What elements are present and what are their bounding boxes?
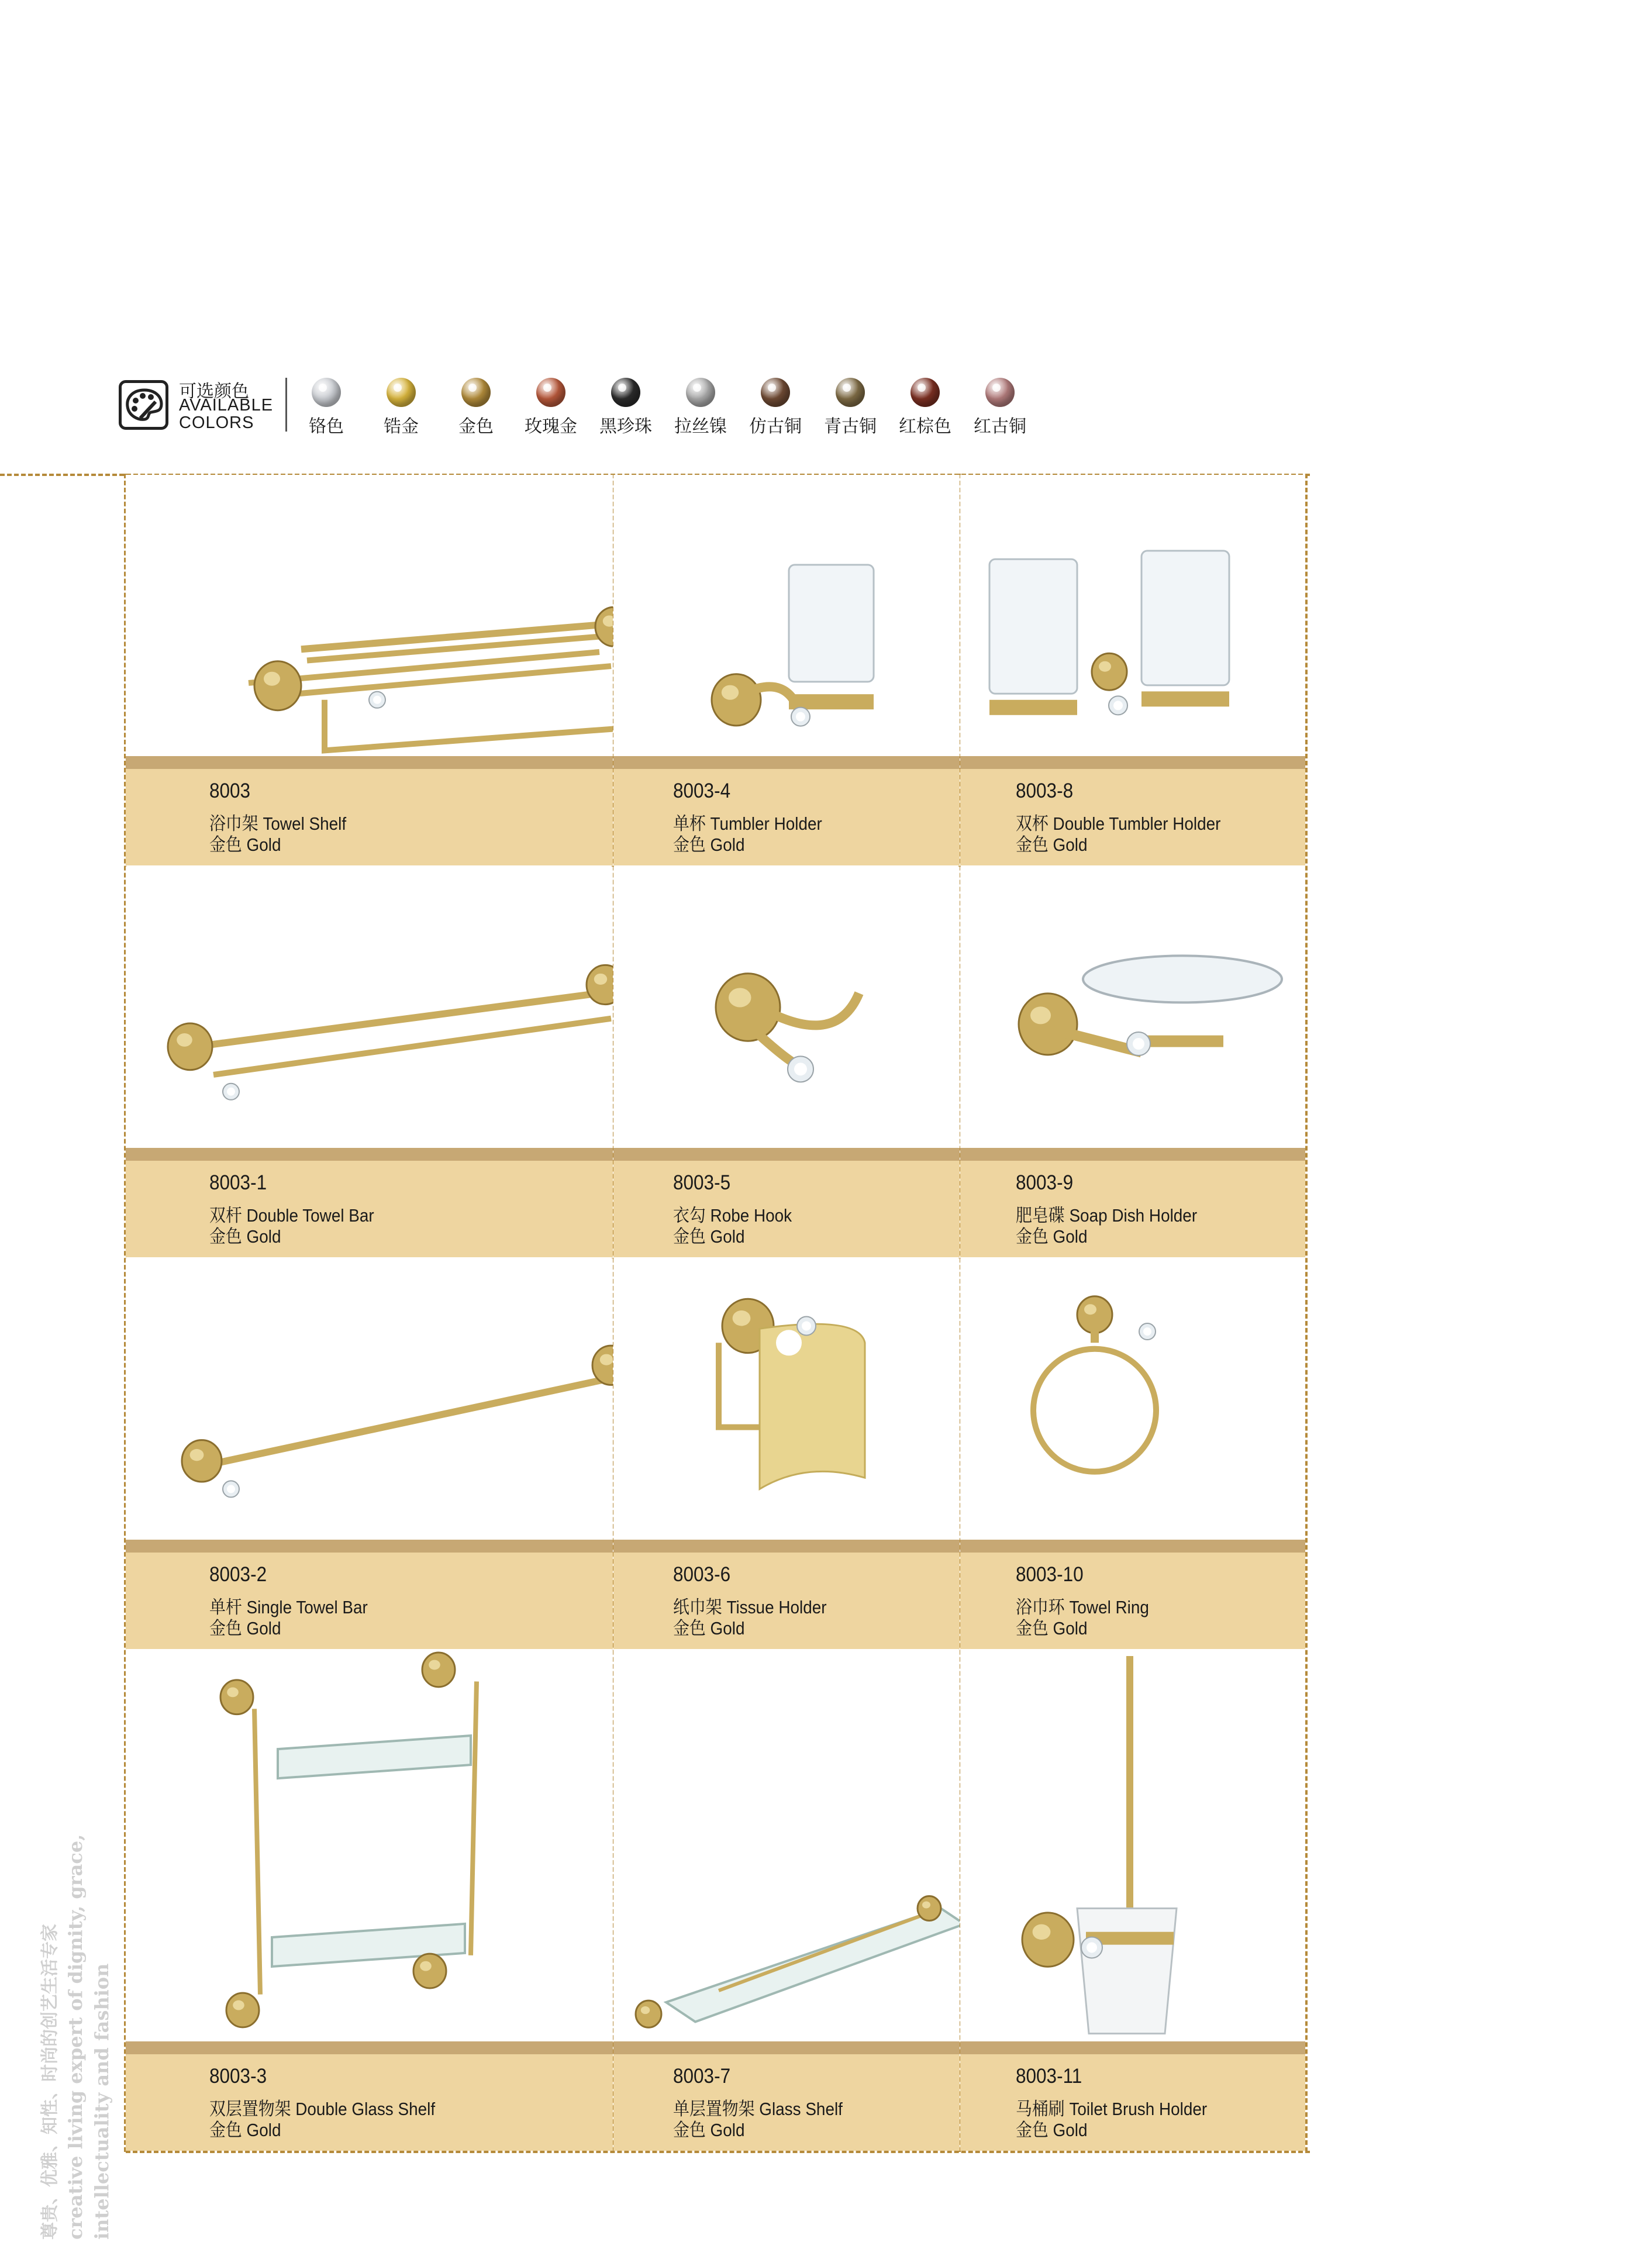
caption-band — [126, 2041, 613, 2054]
product-caption — [126, 2054, 613, 2151]
product-card[interactable] — [126, 1650, 613, 2151]
palette-icon — [119, 380, 168, 430]
grid-border-vertical — [1305, 474, 1308, 2152]
color-swatch — [812, 374, 888, 437]
color-name: 黑珍珠 — [599, 417, 652, 436]
caption-band — [613, 2041, 960, 2054]
caption-band — [126, 1148, 613, 1161]
product-card[interactable] — [126, 475, 613, 865]
product-color: 金色 Gold — [673, 834, 745, 855]
product-title: 单杆 Single Towel Bar — [209, 1597, 368, 1617]
color-name: 仿古铜 — [749, 417, 802, 436]
caption-band — [126, 756, 613, 769]
product-color: 金色 Gold — [209, 1618, 281, 1638]
double-towel-bar-icon — [126, 867, 613, 1148]
color-ball — [761, 378, 790, 407]
caption-band — [960, 1540, 1305, 1553]
color-swatch — [363, 374, 439, 437]
color-swatch — [288, 374, 364, 437]
product-caption — [960, 1161, 1305, 1257]
product-code: 8003-2 — [209, 1563, 267, 1586]
product-caption — [613, 2054, 960, 2151]
product-title: 肥皂碟 Soap Dish Holder — [1016, 1205, 1198, 1226]
product-card[interactable] — [613, 1650, 960, 2151]
product-card[interactable] — [960, 1650, 1305, 2151]
product-color: 金色 Gold — [1016, 1226, 1088, 1247]
color-ball — [461, 378, 491, 407]
color-swatch — [962, 374, 1038, 437]
color-ball — [387, 378, 416, 407]
legend-title-cn: 可选颜色 — [179, 382, 249, 401]
product-grid — [0, 474, 1310, 2245]
color-swatch — [513, 374, 589, 437]
product-caption — [960, 769, 1305, 865]
product-title: 衣勾 Robe Hook — [673, 1205, 792, 1226]
double-tumbler-holder-icon — [960, 475, 1305, 756]
color-ball — [536, 378, 565, 407]
product-card[interactable] — [126, 867, 613, 1257]
product-title: 双层置物架 Double Glass Shelf — [209, 2099, 436, 2119]
product-code: 8003-11 — [1016, 2065, 1082, 2088]
color-name: 拉丝镍 — [674, 417, 727, 436]
product-caption — [126, 769, 613, 865]
product-color: 金色 Gold — [1016, 2120, 1088, 2140]
product-card[interactable] — [960, 1258, 1305, 1649]
product-title: 马桶刷 Toilet Brush Holder — [1016, 2099, 1208, 2119]
color-name: 红古铜 — [974, 417, 1026, 436]
slogan-en-2: intellectuality and fashion — [91, 1963, 113, 2240]
product-title: 单杯 Tumbler Holder — [673, 813, 822, 834]
glass-shelf-icon — [613, 1650, 960, 2041]
product-color: 金色 Gold — [209, 1226, 281, 1247]
product-code: 8003-10 — [1016, 1563, 1084, 1586]
product-color: 金色 Gold — [209, 834, 281, 855]
caption-band — [613, 1540, 960, 1553]
caption-band — [960, 756, 1305, 769]
caption-band — [960, 1148, 1305, 1161]
color-name: 锆金 — [384, 417, 419, 436]
color-ball — [312, 378, 341, 407]
caption-band — [126, 1540, 613, 1553]
product-code: 8003 — [209, 779, 251, 802]
product-color: 金色 Gold — [1016, 834, 1088, 855]
product-title: 双杯 Double Tumbler Holder — [1016, 813, 1221, 834]
legend-divider — [285, 378, 287, 432]
product-caption — [126, 1553, 613, 1649]
color-name: 金色 — [458, 417, 494, 436]
product-code: 8003-4 — [673, 779, 731, 802]
color-name: 红棕色 — [899, 417, 951, 436]
product-caption — [126, 1161, 613, 1257]
product-title: 双杆 Double Towel Bar — [209, 1205, 374, 1226]
product-card[interactable] — [613, 1258, 960, 1649]
color-swatch — [438, 374, 514, 437]
product-caption — [613, 1553, 960, 1649]
product-card[interactable] — [613, 867, 960, 1257]
color-swatch — [663, 374, 739, 437]
slogan-cn: 尊贵、优雅、知性、时尚的创艺生活专家 — [40, 1924, 60, 2240]
tumbler-holder-icon — [613, 475, 960, 756]
color-ball — [911, 378, 940, 407]
product-card[interactable] — [960, 475, 1305, 865]
product-code: 8003-8 — [1016, 779, 1074, 802]
tissue-holder-icon — [613, 1258, 960, 1540]
product-color: 金色 Gold — [1016, 1618, 1088, 1638]
product-code: 8003-7 — [673, 2065, 731, 2088]
towel-shelf-icon — [126, 475, 613, 756]
product-card[interactable] — [960, 867, 1305, 1257]
legend-title-en: AVAILABLE COLORS — [179, 396, 274, 432]
product-code: 8003-9 — [1016, 1171, 1074, 1194]
product-color: 金色 Gold — [209, 2120, 281, 2140]
product-code: 8003-1 — [209, 1171, 267, 1194]
product-code: 8003-5 — [673, 1171, 731, 1194]
product-title: 单层置物架 Glass Shelf — [673, 2099, 843, 2119]
side-slogan — [35, 1834, 164, 2245]
product-code: 8003-3 — [209, 2065, 267, 2088]
color-name: 铬色 — [309, 417, 344, 436]
color-swatch — [588, 374, 664, 437]
product-code: 8003-6 — [673, 1563, 731, 1586]
soap-dish-icon — [960, 867, 1305, 1148]
double-glass-shelf-icon — [126, 1650, 613, 2041]
product-card[interactable] — [613, 475, 960, 865]
color-swatch — [887, 374, 963, 437]
slogan-en-1: creative living expert of dignity, grace, — [64, 1834, 87, 2240]
product-card[interactable] — [126, 1258, 613, 1649]
robe-hook-icon — [613, 867, 960, 1148]
product-caption — [613, 769, 960, 865]
product-title: 浴巾环 Towel Ring — [1016, 1597, 1149, 1617]
color-name: 青古铜 — [824, 417, 877, 436]
product-color: 金色 Gold — [673, 1226, 745, 1247]
color-ball — [985, 378, 1015, 407]
single-towel-bar-icon — [126, 1258, 613, 1540]
product-color: 金色 Gold — [673, 1618, 745, 1638]
color-ball — [686, 378, 715, 407]
product-title: 纸巾架 Tissue Holder — [673, 1597, 827, 1617]
caption-band — [613, 756, 960, 769]
product-caption — [960, 1553, 1305, 1649]
toilet-brush-holder-icon — [960, 1650, 1305, 2041]
caption-band — [613, 1148, 960, 1161]
color-ball — [836, 378, 865, 407]
product-color: 金色 Gold — [673, 2120, 745, 2140]
product-caption — [613, 1161, 960, 1257]
color-swatch — [737, 374, 813, 437]
caption-band — [960, 2041, 1305, 2054]
product-caption — [960, 2054, 1305, 2151]
product-title: 浴巾架 Towel Shelf — [209, 813, 347, 834]
color-ball — [611, 378, 640, 407]
towel-ring-icon — [960, 1258, 1305, 1540]
grid-border-bottom — [126, 2151, 1310, 2153]
color-name: 玫瑰金 — [525, 417, 577, 436]
